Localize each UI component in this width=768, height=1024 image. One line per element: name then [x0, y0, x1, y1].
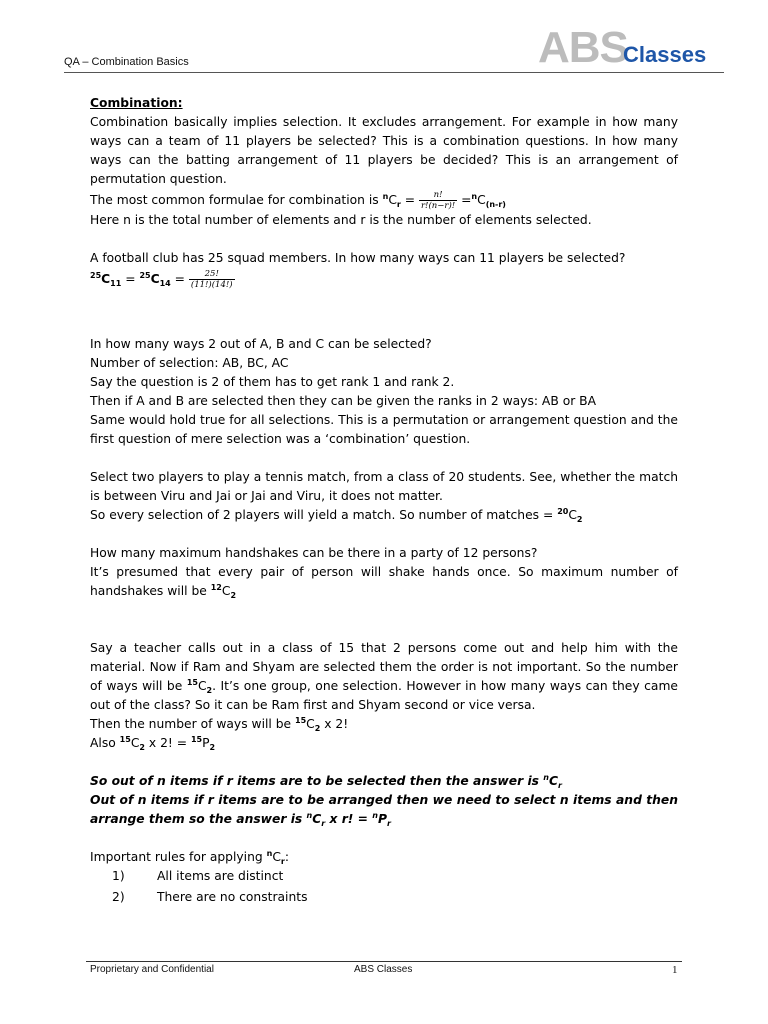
header-rule [64, 72, 724, 73]
section-heading: Combination: [90, 96, 183, 110]
combination-fraction: $\frac{n!}{r!(n-r)!}$ [420, 190, 456, 211]
abc-conclusion: Same would hold true for all selections. This is a permutation or arrangement question and the first question of mere selection was a ‘combination’ question. [90, 413, 678, 446]
list-item: 2) There are no constraints [112, 890, 308, 904]
formula-explanation: Here n is the total number of elements and r is the number of elements selected. [90, 213, 592, 227]
footer-company: ABS Classes [354, 964, 413, 975]
page-content [90, 94, 678, 907]
teacher-paragraph: Say a teacher calls out in a class of 15 that 2 persons come out and help him with the material. Now if Ram and Shyam are selected them the order is not important. So the number of ways will be $^{15}C_2$. It’s one group, one selection. However in how many ways can they came out of the class? So it can be Ram first and Shyam second or vice versa. [90, 641, 678, 712]
handshake-question: How many maximum handshakes can be there in a party of 12 persons? [90, 546, 538, 560]
logo-abs-text: ABS [538, 23, 628, 72]
handshake-answer: It’s presumed that every pair of person will shake hands once. So maximum number of handshakes will be $^{12}C_2$ [90, 565, 678, 600]
abc-selections: Number of selection: AB, BC, AC [90, 356, 289, 370]
football-fraction: $\frac{25!}{(11!)(14!)}$ [190, 269, 233, 290]
formula-line: The most common formulae for combination is $^nC_r$ = $\frac{n!}{r!(n-r)!}$ $=^nC_{(n-r)}$ [90, 190, 506, 211]
teacher-permutation: Also $^{15}C_2$ x 2! = $^{15}P_2$ [90, 735, 216, 752]
page-number: 1 [672, 964, 678, 976]
tennis-matches: So every selection of 2 players will yield a match. So number of matches = $^{20}C_2$ [90, 507, 583, 524]
rules-list [90, 867, 678, 907]
logo-classes-text: Classes [623, 42, 707, 67]
abc-rank-line: Say the question is 2 of them has to get rank 1 and rank 2. [90, 375, 455, 389]
tennis-paragraph: Select two players to play a tennis match, from a class of 20 students. See, whether the match is between Viru and Jai or Jai and Viru, it does not matter. [90, 470, 678, 503]
teacher-ways: Then the number of ways will be $^{15}C_2$ x 2! [90, 716, 349, 733]
football-question: A football club has 25 squad members. In how many ways can 11 players be selected? [90, 251, 626, 265]
abc-question: In how many ways 2 out of A, B and C can be selected? [90, 337, 432, 351]
abc-ranks-ways: Then if A and B are selected then they can be given the ranks in 2 ways: AB or BA [90, 394, 597, 408]
abs-classes-logo [538, 23, 738, 72]
rules-heading: Important rules for applying $^nC_r$: [90, 849, 290, 866]
summary-arrangement: Out of n items if r items are to be arranged then we need to select n items and then arrange them so the answer is $^nC_r$ x r! = $^nP_r$ [90, 793, 678, 828]
football-formula: $^{25}C_{11} = ^{25}C_{14}$ = $\frac{25!}{(11!)(14!)}$ [90, 269, 233, 290]
list-item: 1) All items are distinct [112, 869, 284, 883]
summary-selection: So out of n items if r items are to be selected then the answer is $^nC_r$ [90, 773, 562, 790]
footer-rule [86, 961, 682, 962]
footer-confidential: Proprietary and Confidential [90, 964, 214, 975]
document-title: QA – Combination Basics [64, 56, 189, 68]
intro-paragraph: Combination basically implies selection. It excludes arrangement. For example in how many ways can a team of 11 players be selected? This is a combination questions. In how many ways can the batting arrangement of 11 players be decided? This is an arrangement of permutation question. [90, 115, 678, 186]
